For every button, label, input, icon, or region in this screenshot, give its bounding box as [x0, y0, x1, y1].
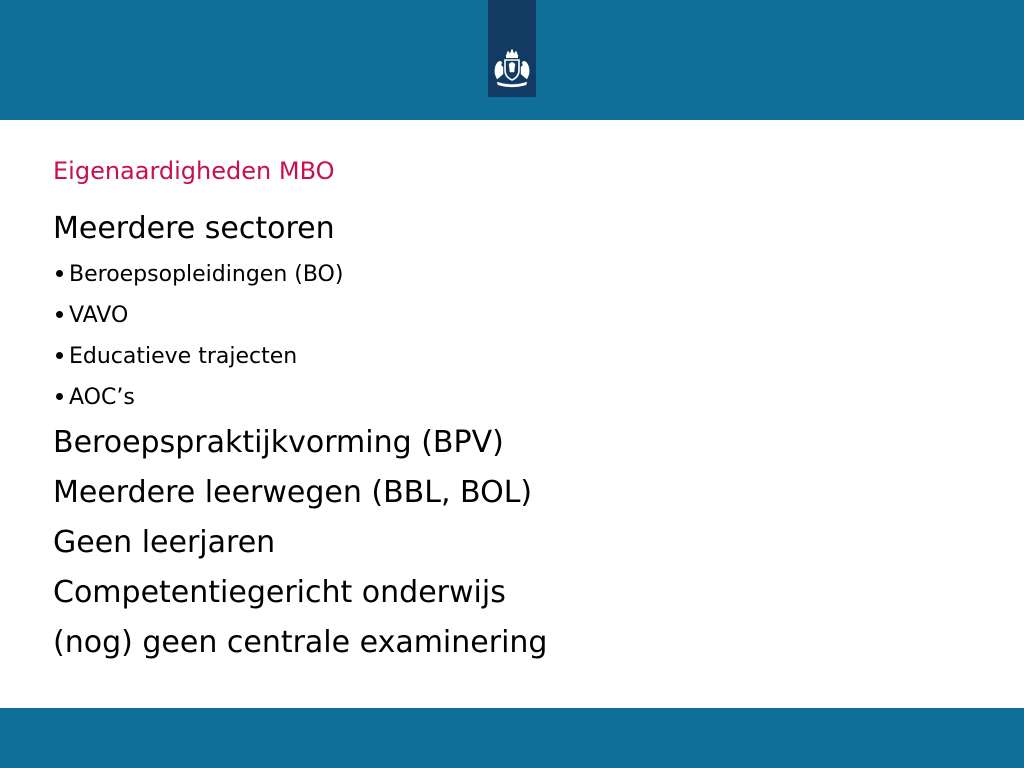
sub-list-item — [53, 338, 993, 379]
bullet-icon — [56, 270, 63, 277]
list-item-text: Beroepspraktijkvorming (BPV) — [53, 425, 504, 460]
list-item — [53, 206, 993, 256]
slide-title: Eigenaardigheden MBO — [53, 157, 335, 185]
list-item-text: Competentiegericht onderwijs — [53, 575, 506, 610]
bullet-icon — [56, 352, 63, 359]
list-item — [53, 570, 993, 620]
coat-of-arms-icon — [491, 48, 533, 88]
list-item — [53, 620, 993, 670]
header-band — [0, 0, 1024, 120]
list-item-text: Beroepsopleidingen (BO) — [69, 262, 344, 287]
sub-list-item — [53, 379, 993, 420]
bullet-icon — [56, 311, 63, 318]
list-item-text: Geen leerjaren — [53, 525, 276, 560]
list-item-text: Educatieve trajecten — [69, 344, 298, 369]
bullet-icon — [56, 393, 63, 400]
list-item — [53, 420, 993, 470]
logo-block — [488, 0, 536, 97]
sub-list-item — [53, 297, 993, 338]
list-item-text: (nog) geen centrale examinering — [53, 625, 548, 660]
list-item — [53, 520, 993, 570]
sub-list-item — [53, 256, 993, 297]
list-item — [53, 470, 993, 520]
list-item-text: Meerdere leerwegen (BBL, BOL) — [53, 475, 533, 510]
list-item-text: AOC’s — [69, 385, 135, 410]
footer-band — [0, 708, 1024, 768]
list-item-text: Meerdere sectoren — [53, 211, 335, 246]
content-list — [53, 206, 993, 670]
list-item-text: VAVO — [69, 303, 129, 328]
